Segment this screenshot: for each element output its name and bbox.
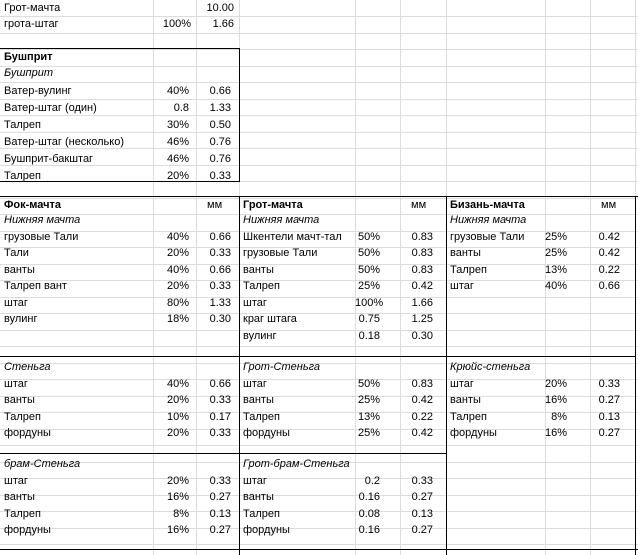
cell-top-value-1[interactable]: 10.00 — [206, 2, 234, 14]
gridline — [0, 264, 638, 265]
row-value[interactable]: 0.33 — [209, 427, 231, 439]
row-pct[interactable]: 20% — [166, 475, 189, 487]
row-pct[interactable]: 100% — [355, 297, 384, 309]
section-title[interactable]: Грот-мачта — [243, 199, 303, 211]
group-subtitle[interactable]: Стеньга — [4, 361, 51, 373]
row-pct[interactable]: 16% — [545, 427, 568, 439]
row-value[interactable]: 1.33 — [209, 297, 231, 309]
row-value[interactable]: 0.66 — [209, 378, 231, 390]
section-title[interactable]: Фок-мачта — [4, 199, 62, 211]
row-pct[interactable]: 25% — [357, 427, 380, 439]
group-subtitle[interactable]: Грот-брам-Стеньга — [243, 458, 350, 470]
row-label[interactable]: ванты — [243, 491, 274, 503]
row-label[interactable]: грузовые Тали — [4, 231, 79, 243]
gridline — [0, 313, 638, 314]
group-subtitle[interactable]: Нижняя мачта — [450, 214, 527, 226]
row-pct[interactable]: 0.18 — [358, 330, 380, 342]
row-value[interactable]: 0.27 — [411, 491, 433, 503]
row-value[interactable]: 0.27 — [598, 394, 620, 406]
cell-top-label-2[interactable]: грота-штаг — [4, 18, 59, 30]
row-pct[interactable]: 0.2 — [364, 475, 380, 487]
row-label[interactable]: штаг — [4, 297, 28, 309]
row-pct[interactable]: 25% — [357, 394, 380, 406]
row-label[interactable]: фордуны — [450, 427, 497, 439]
gridline — [0, 346, 638, 347]
gridline — [0, 396, 638, 397]
row-pct[interactable]: 0.08 — [358, 508, 380, 520]
row-pct[interactable]: 50% — [357, 247, 380, 259]
row-pct[interactable]: 0.16 — [358, 524, 380, 536]
row-label[interactable]: штаг — [450, 378, 474, 390]
row-pct[interactable]: 8% — [551, 411, 567, 423]
group-border — [0, 356, 239, 357]
group-subtitle[interactable]: Крюйс-стеньга — [450, 361, 531, 373]
row-value[interactable]: 0.33 — [209, 475, 231, 487]
row-value[interactable]: 0.30 — [209, 313, 231, 325]
bowsprit-row-value[interactable]: 1.33 — [209, 102, 231, 114]
bowsprit-title[interactable]: Бушприт — [4, 51, 53, 63]
row-label[interactable]: Шкентели мачт-тал — [243, 231, 342, 243]
row-label[interactable]: штаг — [450, 280, 474, 292]
gridline — [0, 132, 638, 133]
row-pct[interactable]: 20% — [166, 247, 189, 259]
row-value[interactable]: 0.30 — [411, 330, 433, 342]
row-value[interactable]: 0.22 — [411, 411, 433, 423]
section-title[interactable]: Бизань-мачта — [450, 199, 525, 211]
bowsprit-row-value[interactable]: 0.33 — [209, 170, 231, 182]
row-value[interactable]: 0.33 — [598, 378, 620, 390]
row-label[interactable]: ванты — [243, 264, 274, 276]
row-value[interactable]: 0.83 — [411, 264, 433, 276]
bowsprit-row-label[interactable]: Ватер-штаг (несколько) — [4, 136, 124, 148]
row-value[interactable]: 0.33 — [209, 280, 231, 292]
row-label[interactable]: штаг — [4, 378, 28, 390]
row-value[interactable]: 0.27 — [411, 524, 433, 536]
row-value[interactable]: 0.13 — [209, 508, 231, 520]
gridline — [0, 445, 638, 446]
row-pct[interactable]: 25% — [357, 280, 380, 292]
row-value[interactable]: 0.17 — [209, 411, 231, 423]
cell-top-pct-2[interactable]: 100% — [162, 18, 191, 30]
row-pct[interactable]: 16% — [545, 394, 568, 406]
row-pct[interactable]: 20% — [166, 427, 189, 439]
row-label[interactable]: фордуны — [4, 427, 51, 439]
row-pct[interactable]: 50% — [357, 231, 380, 243]
group-border — [239, 453, 446, 454]
row-value[interactable]: 0.83 — [411, 378, 433, 390]
section-border — [239, 196, 240, 555]
row-value[interactable]: 0.42 — [598, 231, 620, 243]
row-label[interactable]: Талреп вант — [4, 280, 67, 292]
row-pct[interactable]: 13% — [545, 264, 568, 276]
row-value[interactable]: 0.42 — [411, 394, 433, 406]
row-pct[interactable]: 25% — [545, 247, 568, 259]
row-pct[interactable]: 50% — [357, 264, 380, 276]
group-subtitle[interactable]: брам-Стеньга — [4, 458, 81, 470]
row-label[interactable]: грузовые Тали — [243, 247, 318, 259]
gridline — [0, 429, 638, 430]
section-unit[interactable]: мм — [411, 199, 427, 211]
gridline — [0, 544, 638, 545]
row-pct[interactable]: 16% — [166, 524, 189, 536]
row-label[interactable]: ванты — [450, 247, 481, 259]
gridline — [0, 66, 638, 67]
gridline — [0, 33, 638, 34]
section-unit[interactable]: мм — [207, 199, 223, 211]
row-label[interactable]: штаг — [243, 475, 267, 487]
row-value[interactable]: 0.27 — [598, 427, 620, 439]
row-value[interactable]: 0.27 — [209, 524, 231, 536]
row-pct[interactable]: 40% — [166, 264, 189, 276]
row-pct[interactable]: 40% — [166, 378, 189, 390]
gridline — [0, 280, 638, 281]
row-value[interactable]: 0.33 — [411, 475, 433, 487]
row-pct[interactable]: 8% — [173, 508, 189, 520]
row-value[interactable]: 0.83 — [411, 247, 433, 259]
bowsprit-row-value[interactable]: 0.50 — [209, 119, 231, 131]
row-value[interactable]: 1.66 — [411, 297, 433, 309]
row-label[interactable]: фордуны — [243, 524, 290, 536]
row-label[interactable]: штаг — [243, 297, 267, 309]
row-value[interactable]: 0.13 — [411, 508, 433, 520]
row-label[interactable]: фордуны — [243, 427, 290, 439]
row-label[interactable]: Талреп — [243, 411, 280, 423]
row-label[interactable]: грузовые Тали — [450, 231, 525, 243]
gridline — [0, 297, 638, 298]
gridline — [0, 379, 638, 380]
row-value[interactable]: 0.33 — [209, 247, 231, 259]
row-pct[interactable]: 13% — [357, 411, 380, 423]
section-border — [446, 196, 447, 555]
group-border — [0, 453, 239, 454]
row-label[interactable]: Талреп — [243, 508, 280, 520]
row-label[interactable]: вулинг — [4, 313, 38, 325]
bowsprit-row-pct[interactable]: 30% — [166, 119, 189, 131]
row-label[interactable]: краг штага — [243, 313, 297, 325]
bowsprit-row-value[interactable]: 0.66 — [209, 85, 231, 97]
row-value[interactable]: 0.27 — [209, 491, 231, 503]
row-label[interactable]: Талреп — [243, 280, 280, 292]
row-value[interactable]: 0.42 — [411, 280, 433, 292]
row-label[interactable]: фордуны — [4, 524, 51, 536]
row-value[interactable]: 0.13 — [598, 411, 620, 423]
gridline — [0, 495, 638, 496]
row-pct[interactable]: 18% — [166, 313, 189, 325]
row-label[interactable]: ванты — [243, 394, 274, 406]
table-bottom-border — [0, 549, 638, 550]
row-pct[interactable]: 40% — [545, 280, 568, 292]
bowsprit-row-value[interactable]: 0.76 — [209, 136, 231, 148]
row-pct[interactable]: 20% — [166, 280, 189, 292]
bowsprit-row-label[interactable]: Бушприт-бакштаг — [4, 153, 94, 165]
gridline — [0, 198, 638, 199]
row-label[interactable]: Талреп — [4, 411, 41, 423]
cell-top-value-2[interactable]: 1.66 — [212, 18, 234, 30]
row-label[interactable]: ванты — [450, 394, 481, 406]
row-pct[interactable]: 10% — [166, 411, 189, 423]
row-label[interactable]: ванты — [4, 394, 35, 406]
row-pct[interactable]: 0.75 — [358, 313, 380, 325]
gridline — [0, 511, 638, 512]
row-label[interactable]: Талреп — [450, 264, 487, 276]
row-value[interactable]: 0.22 — [598, 264, 620, 276]
row-label[interactable]: Талреп — [450, 411, 487, 423]
row-label[interactable]: ванты — [4, 491, 35, 503]
row-value[interactable]: 0.33 — [209, 394, 231, 406]
row-value[interactable]: 0.66 — [209, 264, 231, 276]
row-value[interactable]: 0.66 — [209, 231, 231, 243]
gridline — [0, 82, 638, 83]
row-pct[interactable]: 50% — [357, 378, 380, 390]
row-pct[interactable]: 25% — [545, 231, 568, 243]
row-pct[interactable]: 20% — [166, 394, 189, 406]
bowsprit-row-pct[interactable]: 20% — [166, 170, 189, 182]
row-label[interactable]: ванты — [4, 264, 35, 276]
bowsprit-row-pct[interactable]: 40% — [166, 85, 189, 97]
bowsprit-subtitle[interactable]: Бушприт — [4, 67, 54, 79]
row-pct[interactable]: 0.16 — [358, 491, 380, 503]
row-pct[interactable]: 80% — [166, 297, 189, 309]
row-label[interactable]: штаг — [4, 475, 28, 487]
row-value[interactable]: 0.42 — [411, 427, 433, 439]
gridline — [0, 528, 638, 529]
gridline — [0, 478, 638, 479]
row-value[interactable]: 1.25 — [411, 313, 433, 325]
bowsprit-row-pct[interactable]: 0.8 — [173, 102, 189, 114]
row-label[interactable]: штаг — [243, 378, 267, 390]
section-unit[interactable]: мм — [601, 199, 617, 211]
row-pct[interactable]: 16% — [166, 491, 189, 503]
group-border — [446, 356, 635, 357]
group-border — [239, 356, 446, 357]
row-value[interactable]: 0.83 — [411, 231, 433, 243]
gridline — [0, 330, 638, 331]
row-label[interactable]: Тали — [4, 247, 29, 259]
row-label[interactable]: вулинг — [243, 330, 277, 342]
bowsprit-row-label[interactable]: Талреп — [4, 170, 41, 182]
group-subtitle[interactable]: Грот-Стеньга — [243, 361, 321, 373]
gridline — [0, 247, 638, 248]
group-subtitle[interactable]: Нижняя мачта — [243, 214, 320, 226]
row-pct[interactable]: 40% — [166, 231, 189, 243]
bowsprit-row-pct[interactable]: 46% — [166, 136, 189, 148]
bowsprit-row-label[interactable]: Талреп — [4, 119, 41, 131]
gridline — [0, 16, 638, 17]
group-subtitle[interactable]: Нижняя мачта — [4, 214, 81, 226]
bowsprit-row-label[interactable]: Ватер-вулинг — [4, 85, 72, 97]
section-border — [635, 196, 636, 555]
gridline — [0, 49, 638, 50]
row-value[interactable]: 0.42 — [598, 247, 620, 259]
row-value[interactable]: 0.66 — [598, 280, 620, 292]
bowsprit-row-value[interactable]: 0.76 — [209, 153, 231, 165]
block-border — [239, 48, 240, 182]
bowsprit-row-pct[interactable]: 46% — [166, 153, 189, 165]
bowsprit-row-label[interactable]: Ватер-штаг (один) — [4, 102, 97, 114]
cell-top-label-1[interactable]: Грот-мачта — [4, 2, 61, 14]
gridline — [0, 412, 638, 413]
gridline — [0, 165, 638, 166]
row-pct[interactable]: 20% — [545, 378, 568, 390]
row-label[interactable]: Талреп — [4, 508, 41, 520]
